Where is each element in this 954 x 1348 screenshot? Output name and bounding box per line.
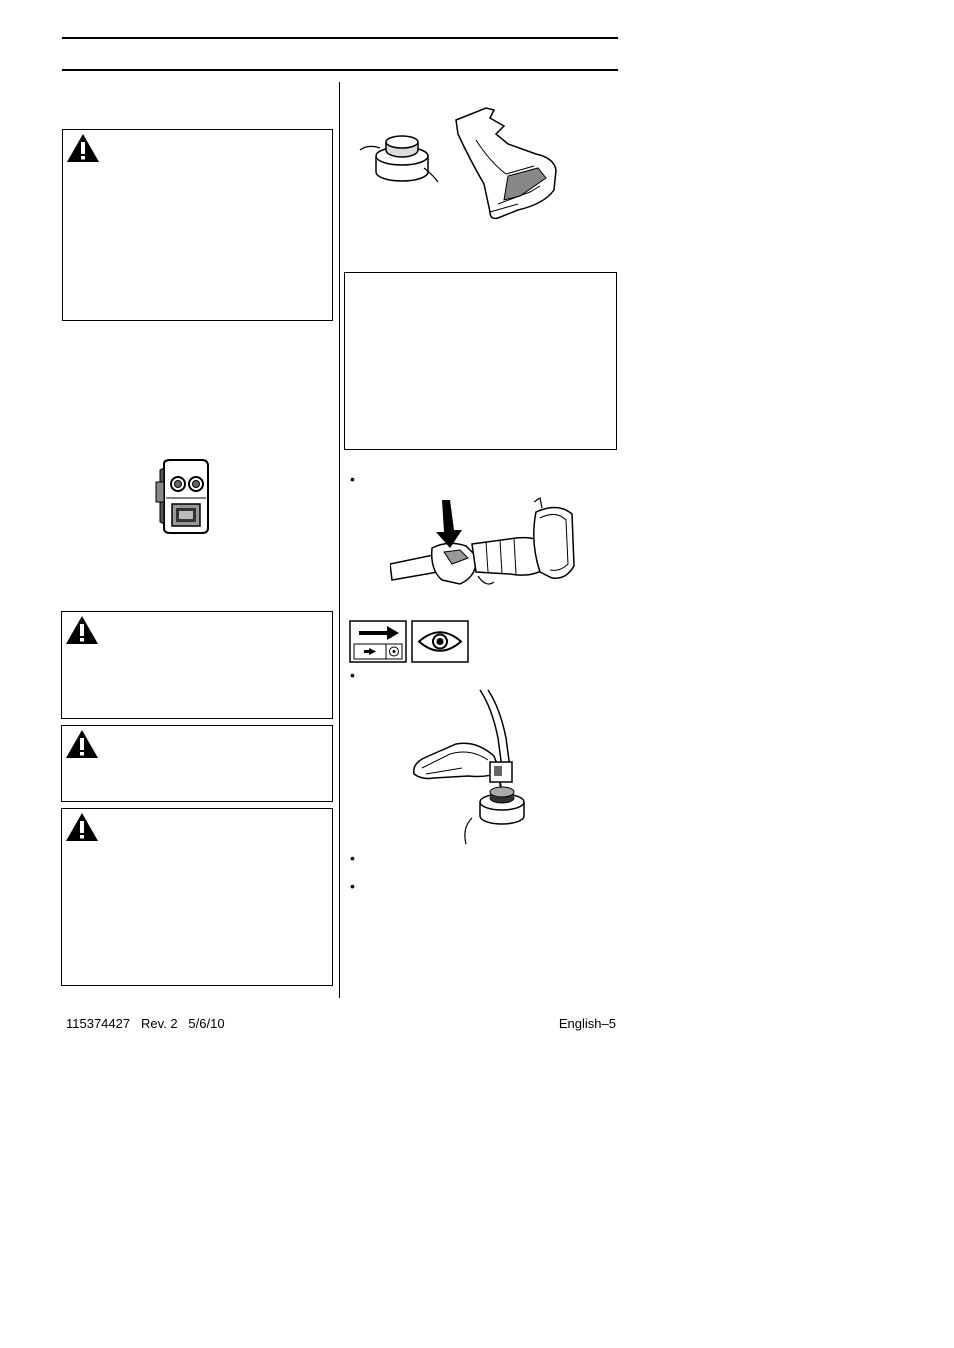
air-filter-illustration (152, 458, 218, 536)
warning-box-3 (61, 725, 333, 802)
bullet-4: • (350, 878, 355, 894)
warning-box-4 (61, 808, 333, 986)
trimmer-head-and-shield-illustration (358, 104, 568, 222)
warning-triangle-icon (65, 729, 99, 759)
warning-triangle-icon (65, 615, 99, 645)
warning-triangle-icon (65, 812, 99, 842)
bullet-3: • (350, 850, 355, 866)
footer-page-indicator (559, 1016, 616, 1031)
footer-page-separator: – (601, 1016, 609, 1031)
bullet-2: • (350, 667, 355, 683)
shaft-shield-head-illustration (404, 688, 528, 848)
footer-revision: Rev. 2 (140, 1016, 178, 1031)
shaft-button-illustration (390, 494, 576, 590)
footer-doc-number: 115374427 (66, 1016, 131, 1031)
eye-inspect-symbol (411, 620, 469, 663)
direction-arrow-symbol (349, 620, 407, 663)
header-rule-top (62, 37, 618, 39)
footer-page-number: 5 (608, 1016, 616, 1031)
warning-box-1 (62, 129, 333, 321)
footer-doc-info (66, 1016, 225, 1031)
warning-box-2 (61, 611, 333, 719)
column-divider (339, 82, 340, 998)
header-rule-bottom (62, 69, 618, 71)
warning-triangle-icon (66, 133, 100, 163)
bullet-1: • (350, 471, 355, 487)
footer-date: 5/6/10 (188, 1016, 225, 1031)
notice-box (344, 272, 617, 450)
footer-page-label: English (558, 1016, 602, 1031)
